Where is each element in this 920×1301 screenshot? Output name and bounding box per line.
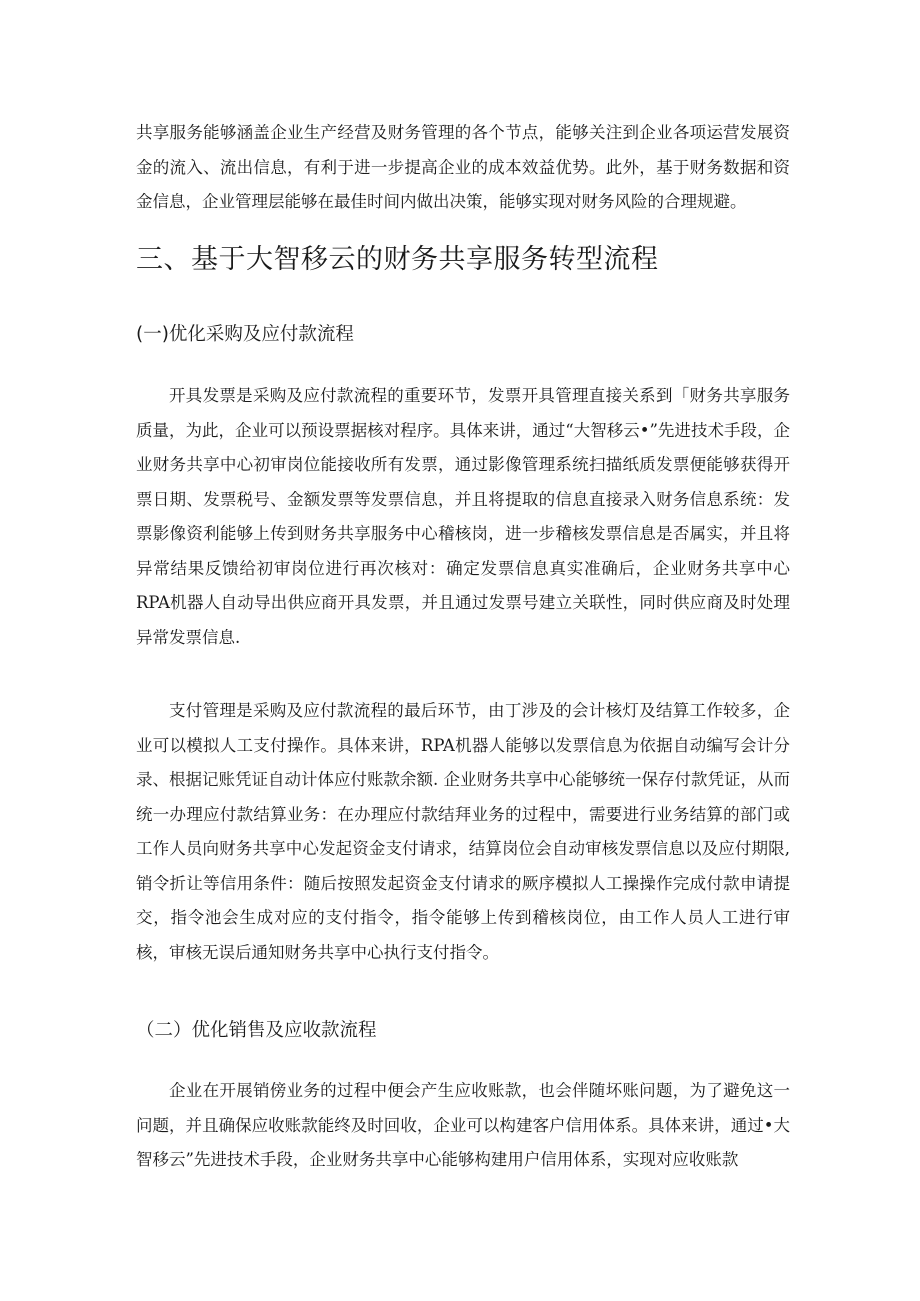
paragraph-payment-management: 支付管理是采购及应付款流程的最后环节，由丁涉及的会计核灯及结算工作较多，企业可以模拟人工支付操作。具体来讲，RPA机器人能够以发票信息为依据自动编写会计分录、根据记账凭证自动计体应付账款余额. 企业财务共享中心能够统一保存付款凭证，从而统一办理应付款结算业务：在办理应付款结拜业务的过程中，需要进行业务结算的部门或工作人员向财务共享中心发起资金支付请求，结算岗位会自动审核发票信息以及应付期限,销令折让等信用条件：随后按照发起资金支付请求的厥序模拟人工操操作完成付款申请提交，指令池会生成对应的支付指令，指令能够上传到稽核岗位，由工作人员人工进行审核，审核无误后通知财务共享中心执行支付指令。 bbox=[136, 701, 790, 962]
paragraph-receivables: 企业在开展销傍业务的过程中便会产生应收账款，也会伴随坏账问题，为了避免这一问题，并且确保应收账款能终及时回收，企业可以构建客户信用体系。具体来讲，通过•大智移云”先进技术手段，企业财务共享中心能够构建用户信用体系，实现对应收账款 bbox=[136, 1081, 790, 1169]
intro-paragraph: 共享服务能够涵盖企业生产经营及财务管理的各个节点，能够关注到企业各项运营发展资金的流入、流出信息，有利于进一步提高企业的成本效益优势。此外，基于财务数据和资金信息，企业管理层能够在最佳时间内做出决策，能够实现对财务风险的合理规避。 bbox=[136, 123, 790, 211]
paragraph-invoice-issuance: 开具发票是采购及应付款流程的重要环节，发票开具管理直接关系到「财务共享服务质量，为此，企业可以预设票据核对程序。具体来讲，通过“大智移云•”先进技术手段，企业财务共享中心初审岗位能接收所有发票，通过影像管理系统扫描纸质发票便能够获得开票日期、发票税号、金额发票等发票信息，并且将提取的信息直接录入财务信息系统：发票影像资利能够上传到财务共享服务中心稽核岗，进一步稽核发票信息是否属实，并且将异常结果反馈给初审岗位进行再次核对：确定发票信息真实准确后，企业财务共享中心RPA机器人自动导出供应商开具发票，并且通过发票号建立关联性，同时供应商及时处理异常发票信息. bbox=[136, 386, 790, 647]
section-heading: 三、基于大智移云的财务共享服务转型流程 bbox=[136, 244, 659, 275]
subsection-1-heading: (一)优化采购及应付款流程 bbox=[136, 324, 354, 345]
subsection-2-heading: （二）优化销售及应收款流程 bbox=[136, 1020, 377, 1041]
